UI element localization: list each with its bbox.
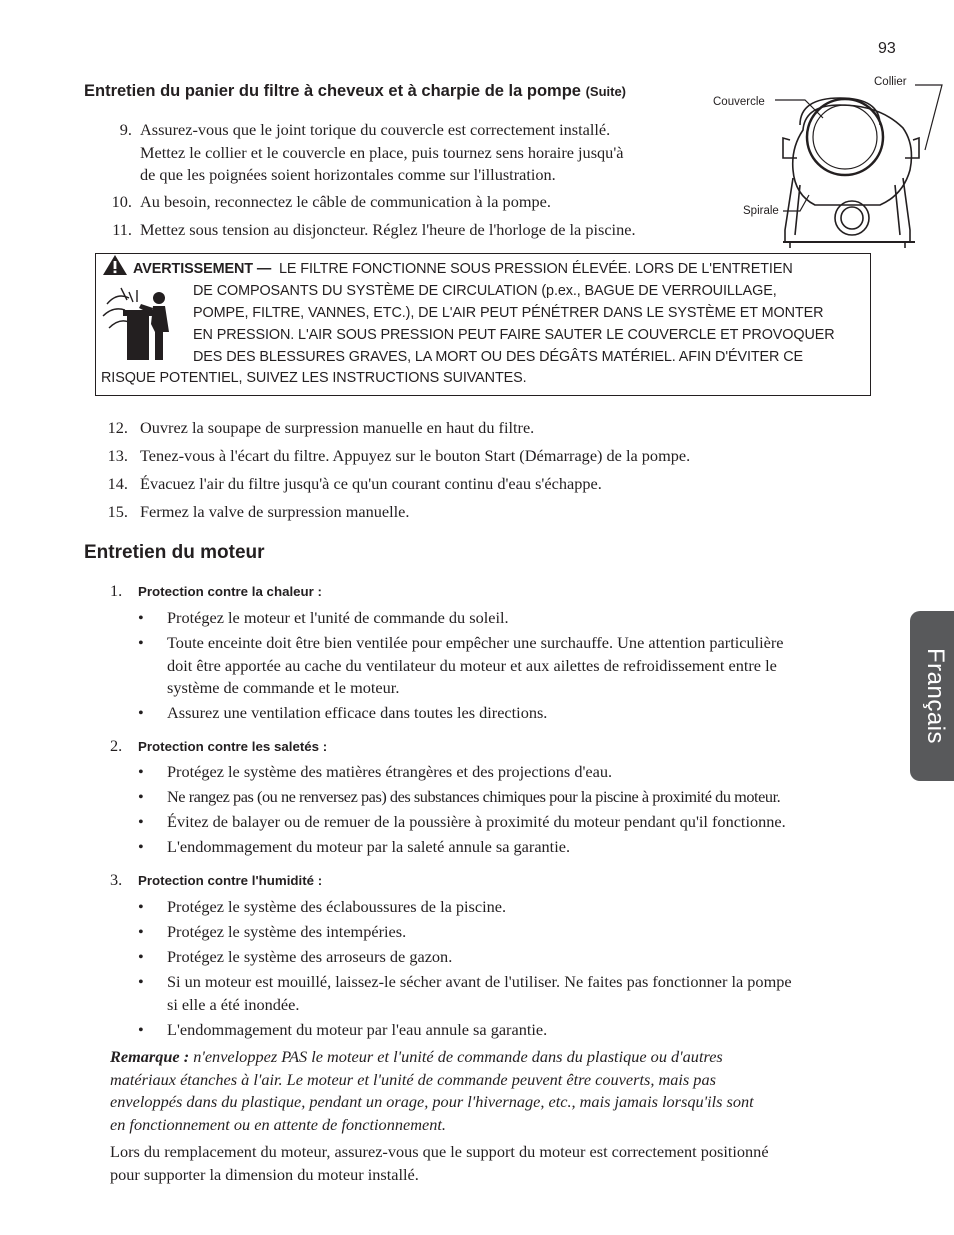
bullet-text: si elle a été inondée. — [167, 994, 300, 1014]
bullet-text: Protégez le système des matières étrangères et des projections d'eau. — [167, 762, 613, 781]
warning-label: AVERTISSEMENT — — [133, 261, 272, 277]
bullet-glyph: • — [138, 608, 144, 627]
step-number: 15. — [107, 502, 128, 521]
section-title-text: Entretien du panier du filtre à cheveux et à charpie de la pompe — [84, 82, 581, 100]
note-paragraph — [110, 1046, 880, 1136]
bullet-text: Si un moteur est mouillé, laissez-le sécher avant de l'utiliser. Ne faites pas fonctionner la pompe — [167, 972, 792, 991]
filter-diagram — [705, 70, 950, 250]
step-text: Tenez-vous à l'écart du filtre. Appuyez sur le bouton Start (Démarrage) de la pompe. — [140, 446, 691, 465]
closing-paragraph — [110, 1141, 880, 1186]
pressure-hazard-illustration — [99, 284, 177, 362]
bullet-glyph: • — [138, 1020, 144, 1039]
step-number: 14. — [107, 474, 128, 493]
bullet-glyph: • — [138, 897, 144, 916]
step-text-line: de que les poignées soient horizontales comme sur l'illustration. — [140, 165, 556, 184]
step-12 — [100, 417, 800, 441]
closing-text: Lors du remplacement du moteur, assurez-vous que le support du moteur est correctement positionné — [110, 1142, 769, 1161]
bullet-glyph: • — [138, 947, 144, 966]
step-text: Fermez la valve de surpression manuelle. — [140, 502, 410, 521]
list-item — [138, 896, 898, 920]
subsection-number: 2. — [110, 736, 123, 755]
list-item — [138, 836, 898, 860]
step-9 — [108, 119, 708, 189]
label-collier: Collier — [874, 76, 907, 88]
bullet-text: doit être apportée au cache du ventilateur du moteur et aux ailettes de refroidissement entre le — [167, 655, 777, 675]
subsection-number: 1. — [110, 581, 123, 600]
subsection-label: Protection contre la chaleur : — [138, 584, 322, 599]
bullet-text: système de commande et le moteur. — [167, 678, 400, 697]
bullet-text: Ne rangez pas (ou ne renversez pas) des substances chimiques pour la piscine à proximité du moteur. — [167, 787, 781, 806]
label-couvercle: Couvercle — [713, 96, 765, 108]
step-text-line: Mettez sous tension au disjoncteur. Réglez l'heure de l'horloge de la piscine. — [140, 220, 636, 239]
bullet-glyph: • — [138, 762, 144, 781]
step-text-line: Mettez le collier et le couvercle en place, puis tournez sens horaire jusqu'à — [140, 142, 624, 162]
step-text: Ouvrez la soupape de surpression manuelle en haut du filtre. — [140, 418, 535, 437]
warning-line: LE FILTRE FONCTIONNE SOUS PRESSION ÉLEVÉE. LORS DE L'ENTRETIEN — [278, 261, 793, 277]
closing-text: pour supporter la dimension du moteur installé. — [110, 1164, 419, 1184]
note-label: Remarque : — [110, 1047, 190, 1066]
subsection-number: 3. — [110, 870, 123, 889]
step-number: 12. — [107, 418, 128, 437]
note-text: n'enveloppez PAS le moteur et l'unité de commande dans du plastique ou d'autres — [189, 1047, 723, 1066]
warning-box — [95, 253, 871, 396]
list-item — [138, 702, 898, 726]
step-number: 13. — [107, 446, 128, 465]
bullet-text: Protégez le système des arroseurs de gazon. — [167, 947, 453, 966]
list-item — [138, 921, 898, 945]
list-item — [138, 811, 898, 835]
list-item — [138, 632, 898, 702]
label-spirale: Spirale — [743, 205, 779, 217]
step-text-line: Assurez-vous que le joint torique du couvercle est correctement installé. — [140, 120, 611, 139]
bullet-text: L'endommagement du moteur par la saleté annule sa garantie. — [167, 837, 571, 856]
step-text: Évacuez l'air du filtre jusqu'à ce qu'un courant continu d'eau s'échappe. — [140, 474, 602, 493]
note-text: matériaux étanches à l'air. Le moteur et l'unité de commande peuvent être couverts, mais pas — [110, 1069, 716, 1089]
warning-triangle-icon — [102, 254, 128, 276]
step-number: 9. — [119, 120, 132, 139]
page-number: 93 — [878, 40, 896, 57]
step-11 — [108, 219, 728, 243]
section-title — [84, 82, 626, 101]
bullet-glyph: • — [138, 633, 144, 652]
bullet-text: Protégez le système des éclaboussures de la piscine. — [167, 897, 507, 916]
note-text: enveloppés dans du plastique, pendant un orage, pour l'hivernage, etc., mais jamais lorsqu'ils sont — [110, 1092, 754, 1111]
bullet-glyph: • — [138, 787, 144, 806]
language-tab — [910, 611, 954, 781]
subsection-label: Protection contre les saletés : — [138, 739, 328, 754]
step-15 — [100, 501, 800, 525]
note-text: en fonctionnement ou en attente de fonctionnement. — [110, 1114, 446, 1134]
section-heading: Entretien du moteur — [84, 542, 265, 563]
step-14 — [100, 473, 800, 497]
step-10 — [108, 191, 728, 215]
list-item — [138, 607, 898, 631]
bullet-glyph: • — [138, 837, 144, 856]
list-item — [138, 786, 898, 810]
step-13 — [100, 445, 800, 469]
bullet-text: Toute enceinte doit être bien ventilée pour empêcher une surchauffe. Une attention particulière — [167, 633, 784, 652]
bullet-glyph: • — [138, 812, 144, 831]
list-item — [138, 946, 898, 970]
subsection-label: Protection contre l'humidité : — [138, 873, 323, 888]
step-number: 10. — [111, 192, 132, 211]
bullet-text: Évitez de balayer ou de remuer de la poussière à proximité du moteur pendant qu'il fonctionne. — [167, 812, 786, 831]
warning-line: DE COMPOSANTS DU SYSTÈME DE CIRCULATION (p.ex., BAGUE DE VERROUILLAGE, — [193, 283, 777, 299]
warning-line: POMPE, FILTRE, VANNES, ETC.), DE L'AIR PEUT PÉNÉTRER DANS LE SYSTÈME ET MONTER — [193, 305, 824, 321]
bullet-text: Assurez une ventilation efficace dans toutes les directions. — [167, 703, 548, 722]
bullet-text: Protégez le moteur et l'unité de commande du soleil. — [167, 608, 509, 627]
bullet-text: Protégez le système des intempéries. — [167, 922, 407, 941]
step-number: 11. — [112, 220, 132, 239]
bullet-glyph: • — [138, 703, 144, 722]
language-tab-label: Français — [922, 647, 949, 745]
section-title-suffix: (Suite) — [585, 84, 627, 99]
bullet-glyph: • — [138, 922, 144, 941]
step-text-line: Au besoin, reconnectez le câble de communication à la pompe. — [140, 192, 551, 211]
warning-line: DES DES BLESSURES GRAVES, LA MORT OU DES DÉGÂTS MATÉRIEL. AFIN D'ÉVITER CE — [193, 349, 804, 365]
bullet-glyph: • — [138, 972, 144, 991]
warning-line: RISQUE POTENTIEL, SUIVEZ LES INSTRUCTIONS SUIVANTES. — [101, 370, 527, 386]
list-item — [138, 971, 898, 1019]
list-item — [138, 761, 898, 785]
bullet-text: L'endommagement du moteur par l'eau annule sa garantie. — [167, 1020, 548, 1039]
list-item — [138, 1019, 898, 1043]
warning-line: EN PRESSION. L'AIR SOUS PRESSION PEUT FAIRE SAUTER LE COUVERCLE ET PROVOQUER — [193, 327, 835, 343]
